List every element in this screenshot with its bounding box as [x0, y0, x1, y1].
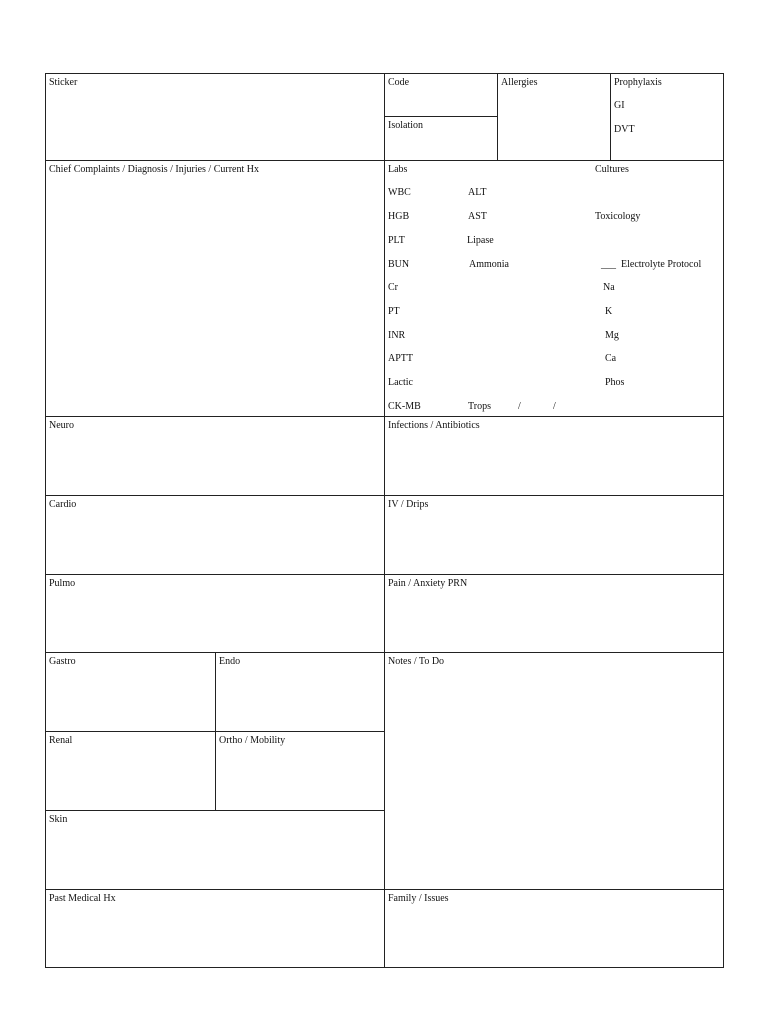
lab-pt: PT	[388, 306, 400, 317]
lab-wbc: WBC	[388, 187, 411, 198]
ortho-mobility-box[interactable]	[215, 731, 385, 811]
pain-anxiety-label: Pain / Anxiety PRN	[388, 578, 468, 589]
renal-label: Renal	[49, 735, 73, 746]
lab-ck-mb: CK-MB	[388, 401, 421, 412]
endo-label: Endo	[219, 656, 241, 667]
lab-hgb: HGB	[388, 211, 410, 222]
gi-label: GI	[614, 100, 625, 111]
lab-phos: Phos	[605, 377, 625, 388]
lab-alt: ALT	[468, 187, 487, 198]
cardio-box[interactable]	[45, 495, 385, 575]
renal-box[interactable]	[45, 731, 216, 811]
iv-drips-label: IV / Drips	[388, 499, 429, 510]
prophylaxis-label: Prophylaxis	[614, 77, 662, 88]
lab-mg: Mg	[605, 330, 619, 341]
toxicology-label: Toxicology	[595, 211, 641, 222]
lab-lactic: Lactic	[388, 377, 413, 388]
sticker-box[interactable]	[45, 73, 385, 161]
lab-ast: AST	[468, 211, 487, 222]
lab-inr: INR	[388, 330, 406, 341]
cultures-label: Cultures	[595, 164, 629, 175]
lab-aptt: APTT	[388, 353, 413, 364]
lab-plt: PLT	[388, 235, 405, 246]
code-box[interactable]	[384, 73, 498, 117]
endo-box[interactable]	[215, 652, 385, 732]
past-medical-hx-label: Past Medical Hx	[49, 893, 116, 904]
dvt-label: DVT	[614, 124, 635, 135]
infections-box[interactable]	[384, 416, 724, 496]
lab-ammonia: Ammonia	[469, 259, 509, 270]
skin-box[interactable]	[45, 810, 385, 890]
trops-separator-1: /	[518, 401, 521, 412]
cardio-label: Cardio	[49, 499, 77, 510]
lab-lipase: Lipase	[467, 235, 494, 246]
isolation-label: Isolation	[388, 120, 423, 131]
skin-label: Skin	[49, 814, 68, 825]
prophylaxis-box[interactable]	[610, 73, 724, 161]
chief-complaints-box[interactable]	[45, 160, 385, 417]
gastro-box[interactable]	[45, 652, 216, 732]
lab-cr: Cr	[388, 282, 398, 293]
family-issues-box[interactable]	[384, 889, 724, 968]
code-label: Code	[388, 77, 410, 88]
sticker-label: Sticker	[49, 77, 78, 88]
neuro-box[interactable]	[45, 416, 385, 496]
labs-box[interactable]	[384, 160, 724, 417]
pulmo-label: Pulmo	[49, 578, 76, 589]
iv-drips-box[interactable]	[384, 495, 724, 575]
lab-na: Na	[603, 282, 615, 293]
isolation-box[interactable]	[384, 116, 498, 161]
allergies-label: Allergies	[501, 77, 538, 88]
gastro-label: Gastro	[49, 656, 76, 667]
past-medical-hx-box[interactable]	[45, 889, 385, 968]
pulmo-box[interactable]	[45, 574, 385, 653]
lab-ca: Ca	[605, 353, 617, 364]
pain-anxiety-box[interactable]	[384, 574, 724, 653]
notes-box[interactable]	[384, 652, 724, 890]
allergies-box[interactable]	[497, 73, 611, 161]
notes-label: Notes / To Do	[388, 656, 445, 667]
lab-bun: BUN	[388, 259, 410, 270]
ortho-mobility-label: Ortho / Mobility	[219, 735, 286, 746]
infections-label: Infections / Antibiotics	[388, 420, 480, 431]
lab-k: K	[605, 306, 613, 317]
neuro-label: Neuro	[49, 420, 74, 431]
labs-label: Labs	[388, 164, 408, 175]
chief-complaints-label: Chief Complaints / Diagnosis / Injuries / Current Hx	[49, 164, 259, 175]
lab-trops: Trops	[468, 401, 491, 412]
trops-separator-2: /	[553, 401, 556, 412]
family-issues-label: Family / Issues	[388, 893, 449, 904]
electrolyte-protocol-label: ___ Electrolyte Protocol	[601, 259, 702, 270]
